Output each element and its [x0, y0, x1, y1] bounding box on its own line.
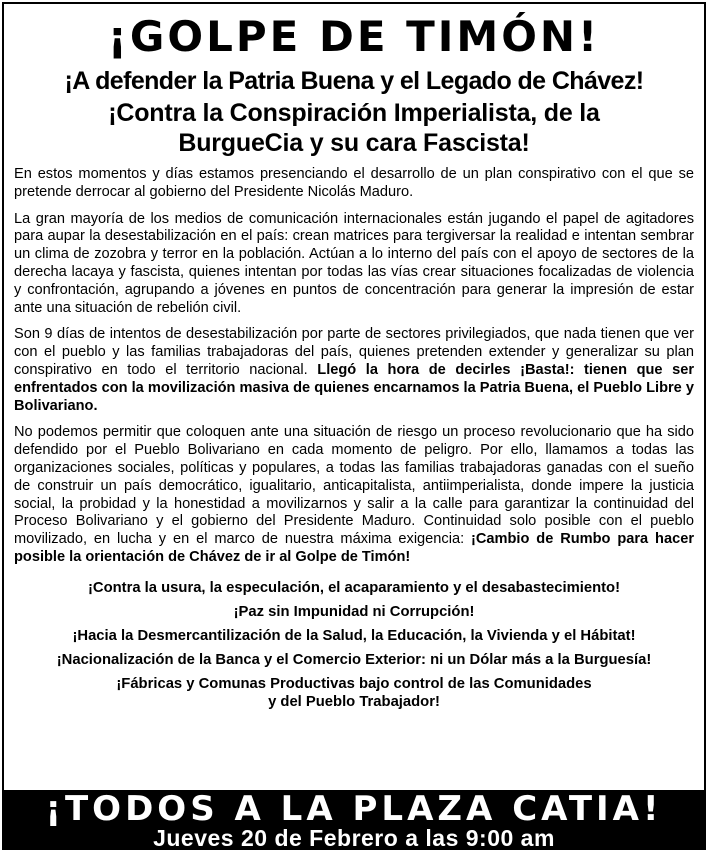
slogan-decommodification: ¡Hacia la Desmercantilización de la Salud, la Educación, la Vivienda y el Hábitat!	[72, 627, 636, 644]
subtitle-defend: ¡A defender la Patria Buena y el Legado de Chávez!	[64, 67, 644, 95]
paragraph-1: En estos momentos y días estamos presenciando el desarrollo de un plan conspirativo con el que se pretende derrocar al gobierno del Presidente Nicolás Maduro.	[14, 166, 694, 200]
banner-title: ¡TODOS A LA PLAZA CATIA!	[45, 789, 663, 829]
slogan-peace: ¡Paz sin Impunidad ni Corrupción!	[233, 603, 475, 620]
paragraph-2: La gran mayoría de los medios de comunicación internacionales están jugando el papel de agitadores para aupar la desestabilización en el país: crean matrices para tergiversar la realidad e intentan sembrar un clima de zozobra y terror en la población. Actúan a lo interno del país con el apoyo de sectores de la derecha lacaya y fascista, quienes intentan por todas las vías crear situaciones focalizadas de violencia y confrontación, agrupando a jóvenes en puntos de concentración para generar la impresión de estar ante una situación de rebelión civil.	[14, 210, 694, 316]
paragraph-3-bold: Llegó la hora de decirles ¡Basta!: tienen que ser enfrentados con la movilización masiva de quienes encarnamos la Patria Buena, el Pueblo Libre y Bolivariano.	[14, 361, 694, 414]
slogan-factories-line-1: ¡Fábricas y Comunas Productivas bajo control de las Comunidades	[116, 675, 592, 692]
body-text	[4, 166, 704, 567]
paragraph-4	[14, 424, 694, 566]
flyer	[2, 2, 706, 850]
paragraph-3-text: Son 9 días de intentos de desestabilización por parte de sectores privilegiados, que nada tienen que ver con el pueblo y las familias trabajadoras del país, quienes pretenden extender y generalizar su plan conspirativo en todo el territorio nacional.	[14, 326, 694, 378]
slogan-factories-line-2: y del Pueblo Trabajador!	[268, 693, 440, 710]
slogan-list	[4, 579, 704, 711]
subtitle-against: ¡Contra la Conspiración Imperialista, de la BurgueCia y su cara Fascista!	[108, 99, 600, 157]
paragraph-3	[14, 326, 694, 415]
slogan-usury: ¡Contra la usura, la especulación, el acaparamiento y el desabastecimiento!	[87, 579, 621, 596]
slogan-factories	[4, 675, 704, 711]
slogan-nationalization: ¡Nacionalización de la Banca y el Comercio Exterior: ni un Dólar más a la Burguesía!	[56, 651, 652, 668]
flyer-title: ¡GOLPE DE TIMÓN!	[107, 12, 601, 61]
event-banner	[4, 789, 704, 851]
paragraph-4-bold: ¡Cambio de Rumbo para hacer posible la orientación de Chávez de ir al Golpe de Timón!	[14, 531, 694, 565]
banner-date: Jueves 20 de Febrero a las 9:00 am	[153, 825, 555, 851]
paragraph-4-text: No podemos permitir que coloquen ante una situación de riesgo un proceso revolucionario que ha sido defendido por el Pueblo Bolivariano en cada momento de peligro. Por ello, llamamos a todas las organizaciones sociales, políticas y populares, a todas las familias trabajadoras ganadas con el sueño de construir un país democrático, igualitario, anticapitalista, antiimperialista, donde impere la justicia social, la probidad y la honestidad a movilizarnos y salir a la calle para garantizar la continuidad del Proceso Bolivariano y el gobierno del Presidente Maduro. Continuidad solo posible con el pueblo movilizado, en lucha y en el marco de nuestra máxima exigencia:	[14, 424, 694, 548]
